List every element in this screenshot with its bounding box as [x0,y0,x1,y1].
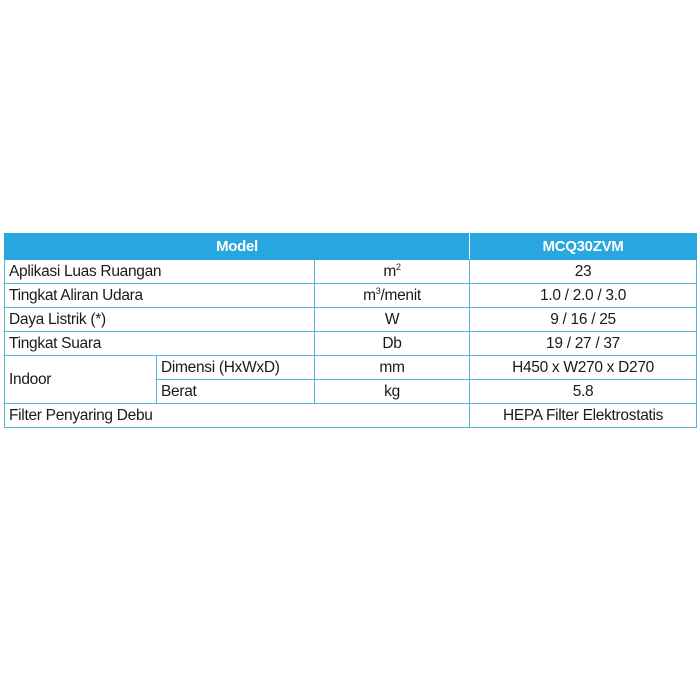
row-value: 9 / 16 / 25 [470,308,697,332]
row-label: Aplikasi Luas Ruangan [5,260,315,284]
row-value: 5.8 [470,380,697,404]
table-row-indoor-dimension [5,356,697,380]
row-sublabel: Berat [157,380,315,404]
table-row-area [5,260,697,284]
row-value: H450 x W270 x D270 [470,356,697,380]
unit-base: m [363,286,376,304]
indoor-label: Indoor [5,356,157,404]
table-row-filter [5,404,697,428]
row-unit: W [315,308,470,332]
row-unit: kg [315,380,470,404]
row-value: 1.0 / 2.0 / 3.0 [470,284,697,308]
row-unit: mm [315,356,470,380]
unit-sup: 3 [375,285,381,296]
row-value: 23 [470,260,697,284]
row-unit [315,284,470,308]
table-row-airflow [5,284,697,308]
spec-table [4,233,697,428]
unit-sup: 2 [395,261,401,272]
row-label: Tingkat Aliran Udara [5,284,315,308]
header-model-label: Model [5,234,470,260]
unit-rest: /menit [380,286,421,304]
table-row-power [5,308,697,332]
table-row-noise [5,332,697,356]
row-label: Filter Penyaring Debu [5,404,470,428]
row-label: Tingkat Suara [5,332,315,356]
unit-base: m [383,262,396,280]
row-sublabel: Dimensi (HxWxD) [157,356,315,380]
row-label: Daya Listrik (*) [5,308,315,332]
row-value: 19 / 27 / 37 [470,332,697,356]
row-value: HEPA Filter Elektrostatis [470,404,697,428]
row-unit [315,260,470,284]
row-unit: Db [315,332,470,356]
table-header-row [5,234,697,260]
header-model-value: MCQ30ZVM [470,234,697,260]
